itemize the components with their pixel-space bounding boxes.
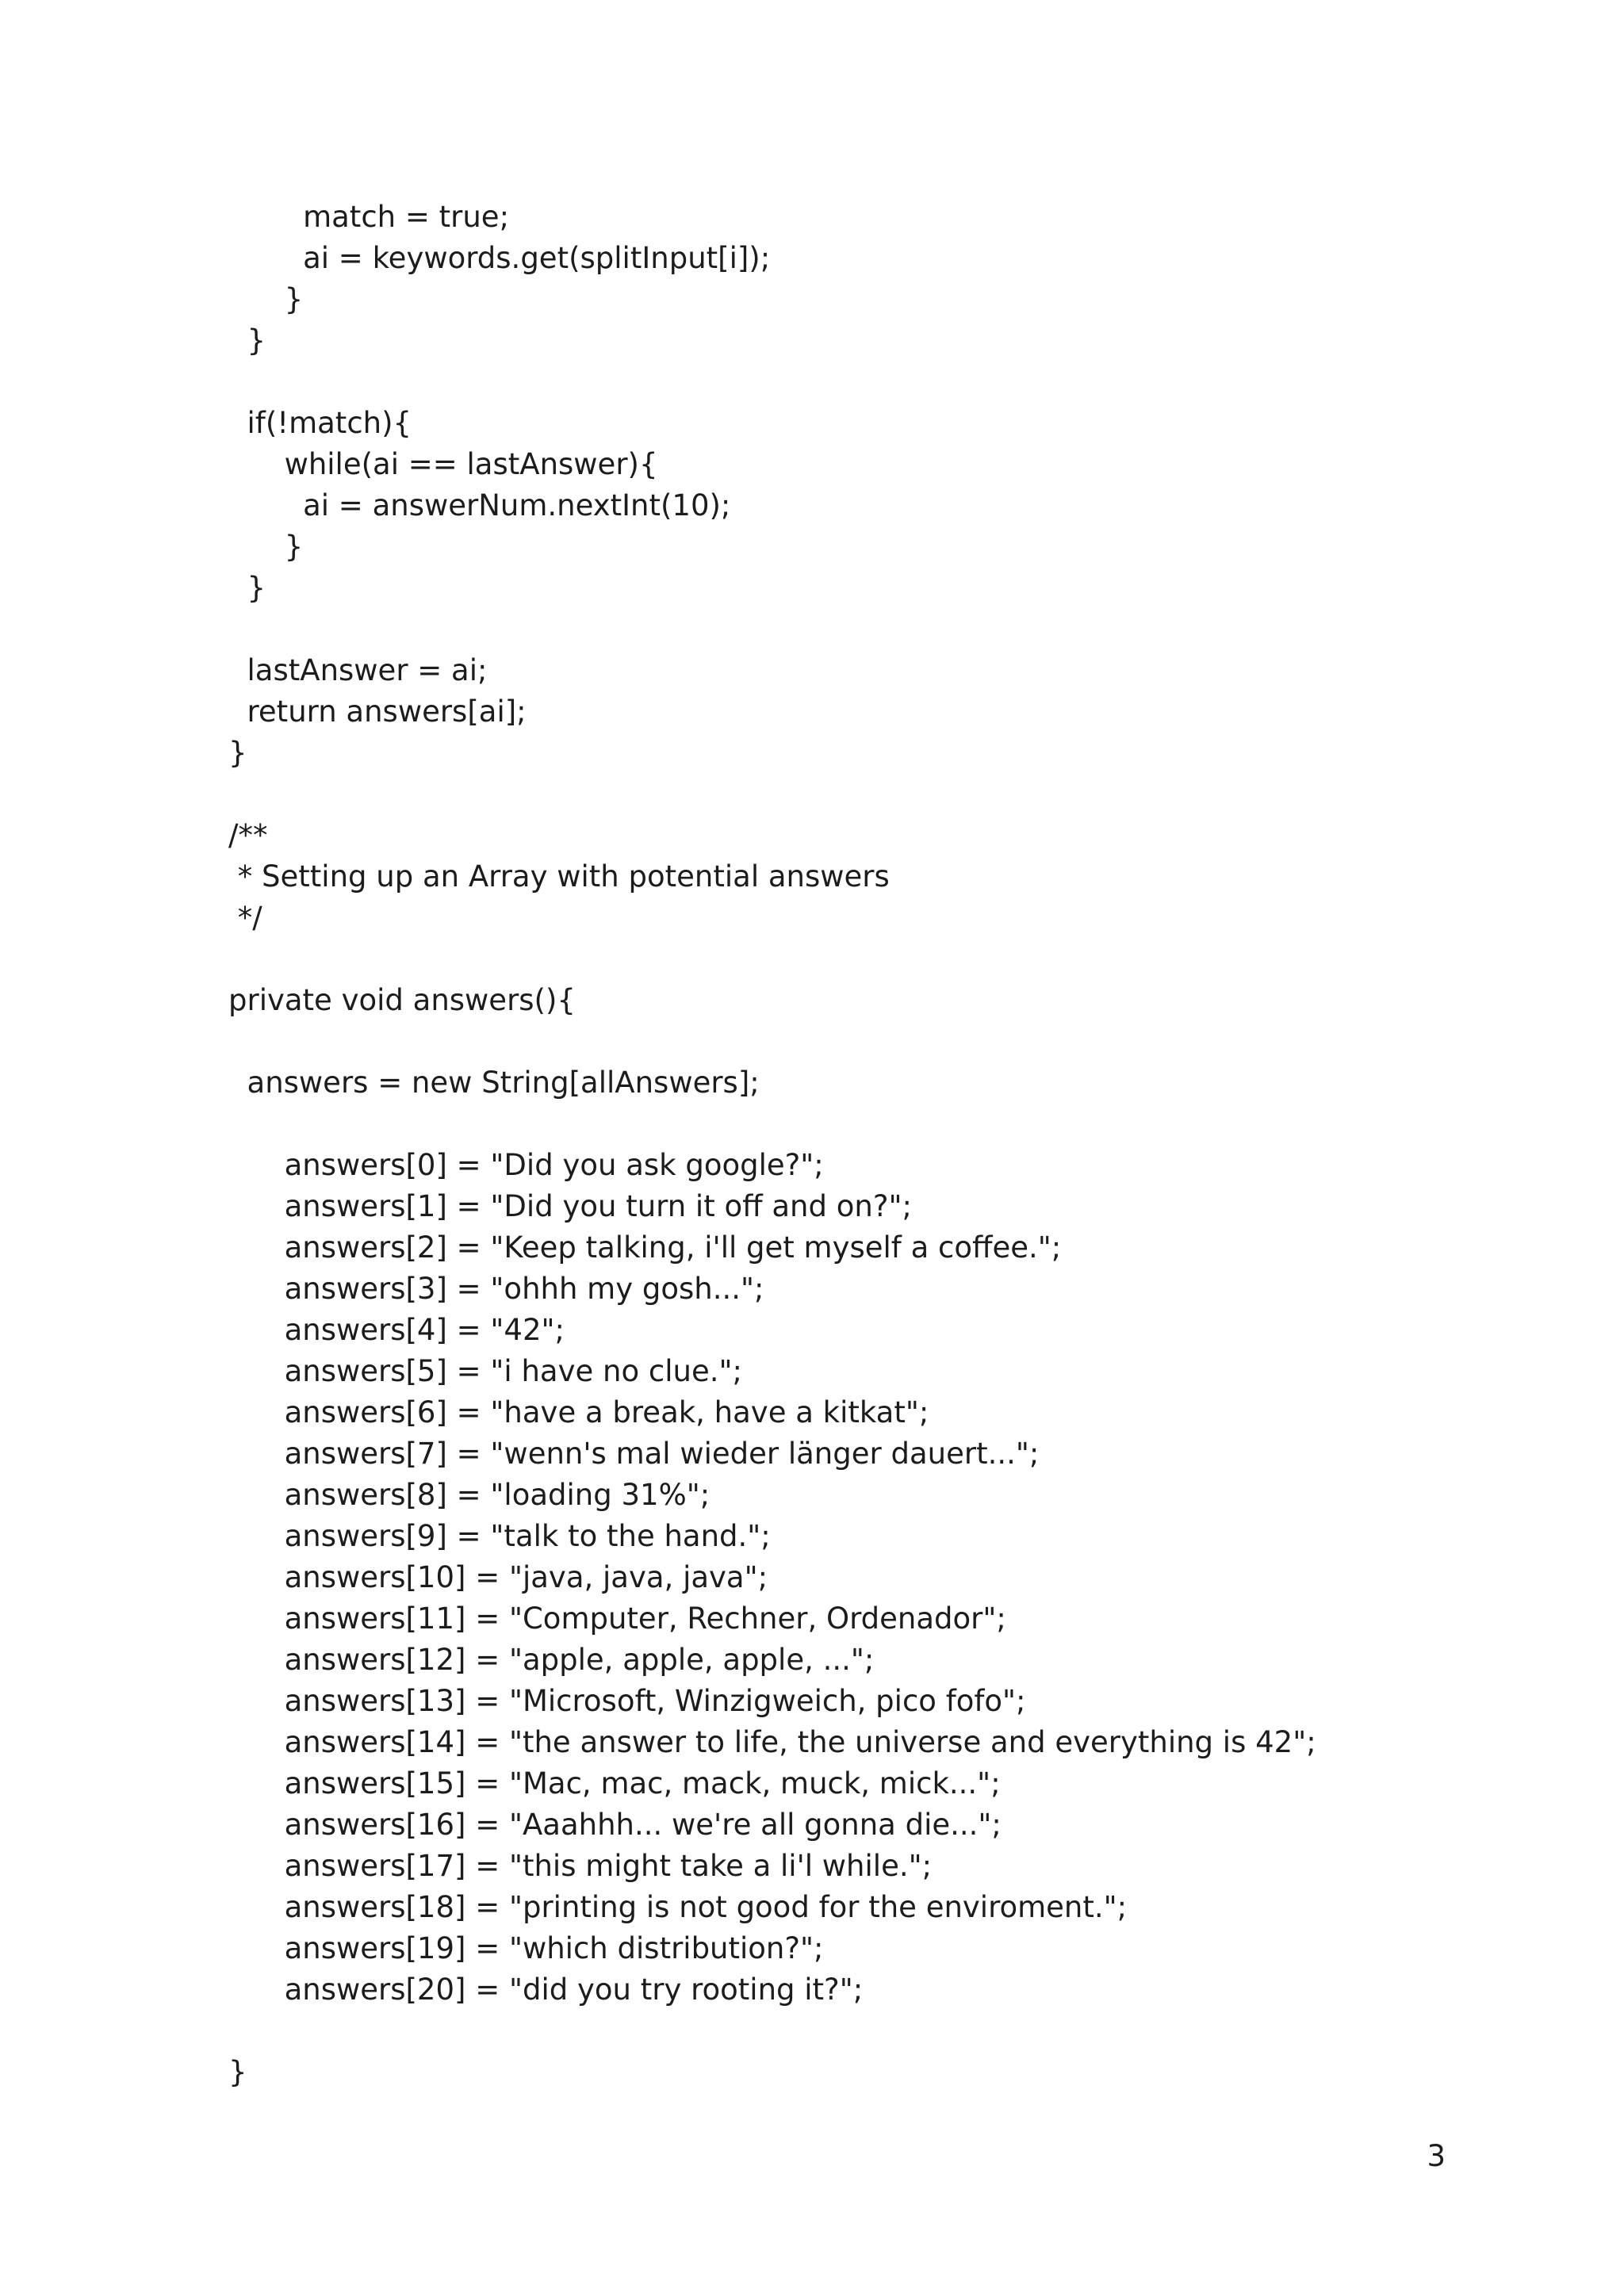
code-line: answers[3] = "ohhh my gosh...";: [228, 1272, 764, 1306]
code-line: /**: [228, 818, 268, 852]
code-line: answers[5] = "i have no clue.";: [228, 1354, 742, 1388]
code-line: answers[15] = "Mac, mac, mack, muck, mick...";: [228, 1766, 1001, 1800]
code-line: answers[1] = "Did you turn it off and on?";: [228, 1189, 912, 1223]
code-line: while(ai == lastAnswer){: [228, 447, 658, 481]
code-line: }: [228, 323, 266, 358]
code-line: [228, 1021, 1316, 1062]
code-line: answers[18] = "printing is not good for the enviroment.";: [228, 1890, 1128, 1924]
code-line: answers = new String[allAnswers];: [228, 1066, 760, 1100]
code-line: [228, 939, 1316, 980]
code-line: answers[19] = "which distribution?";: [228, 1931, 824, 1965]
code-line: return answers[ai];: [228, 695, 527, 729]
code-line: * Setting up an Array with potential answers: [228, 859, 890, 894]
code-line: answers[7] = "wenn's mal wieder länger dauert...";: [228, 1437, 1040, 1471]
code-line: answers[12] = "apple, apple, apple, ...";: [228, 1643, 875, 1677]
code-line: answers[4] = "42";: [228, 1313, 565, 1347]
code-line: }: [228, 282, 304, 316]
code-line: [228, 362, 1316, 403]
code-line: answers[13] = "Microsoft, Winzigweich, pico fofo";: [228, 1684, 1026, 1718]
code-line: answers[2] = "Keep talking, i'll get myself a coffee.";: [228, 1230, 1062, 1265]
code-line: }: [228, 530, 304, 564]
code-line: [228, 1104, 1316, 1145]
code-line: ai = answerNum.nextInt(10);: [228, 488, 731, 522]
code-line: answers[9] = "talk to the hand.";: [228, 1519, 771, 1553]
page-number: 3: [1427, 2139, 1446, 2173]
code-line: answers[11] = "Computer, Rechner, Ordenador";: [228, 1601, 1006, 1636]
code-line: ai = keywords.get(splitInput[i]);: [228, 241, 771, 275]
code-line: answers[16] = "Aaahhh... we're all gonna die...";: [228, 1808, 1002, 1842]
code-line: private void answers(){: [228, 983, 576, 1017]
code-line: answers[17] = "this might take a li'l while.";: [228, 1849, 933, 1883]
code-line: answers[14] = "the answer to life, the universe and everything is 42";: [228, 1725, 1316, 1759]
code-line: answers[8] = "loading 31%";: [228, 1478, 710, 1512]
code-line: [228, 774, 1316, 815]
code-line: }: [228, 736, 247, 770]
code-line: [228, 609, 1316, 650]
code-line: answers[6] = "have a break, have a kitkat";: [228, 1395, 929, 1429]
code-line: lastAnswer = ai;: [228, 653, 488, 687]
code-line: */: [228, 901, 262, 935]
code-line: }: [228, 2055, 247, 2089]
code-line: answers[0] = "Did you ask google?";: [228, 1148, 824, 1182]
code-line: if(!match){: [228, 406, 412, 440]
code-line: answers[10] = "java, java, java";: [228, 1560, 768, 1594]
code-line: match = true;: [228, 200, 510, 234]
code-block: [228, 197, 1316, 2093]
code-line: answers[20] = "did you try rooting it?";: [228, 1973, 864, 2007]
code-line: }: [228, 571, 266, 605]
code-line: [228, 2011, 1316, 2052]
